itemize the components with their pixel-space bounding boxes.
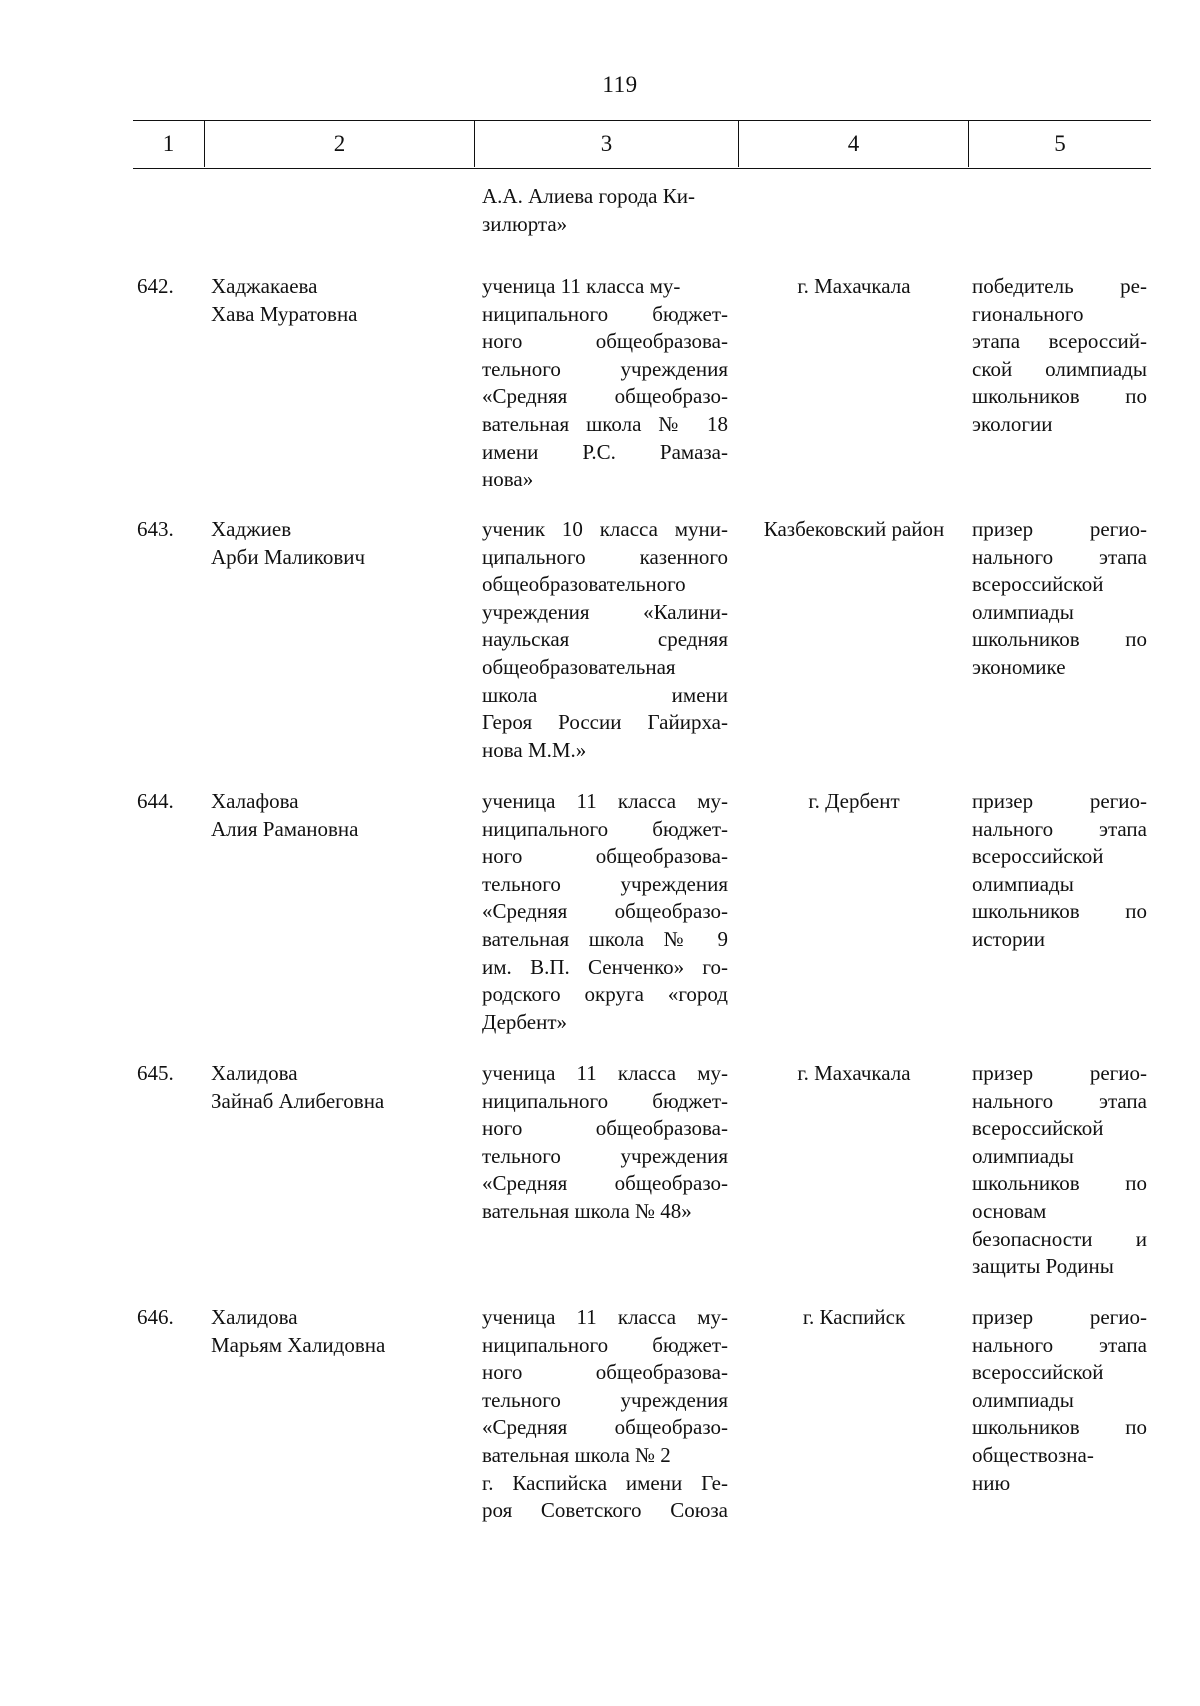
name-line: Халидова xyxy=(211,1061,298,1085)
person-name xyxy=(211,788,466,843)
school-line: вательная школа № 2 xyxy=(482,1442,671,1467)
city-cell: г. Каспийск xyxy=(802,1305,906,1329)
school-line: ученица 11 класса му- xyxy=(482,274,681,298)
result-line: олимпиады xyxy=(972,871,1074,896)
row-number: 642. xyxy=(137,274,174,298)
school-line: ниципального бюджет- xyxy=(482,301,728,326)
result-line: всероссийской xyxy=(972,1360,1104,1385)
school-cell xyxy=(482,1060,728,1226)
school-cell xyxy=(482,183,728,238)
result-line: школьников по xyxy=(972,1415,1147,1440)
result-cell xyxy=(972,1060,1147,1281)
result-line: всероссийской xyxy=(972,1116,1104,1141)
result-line: олимпиады xyxy=(972,1387,1074,1412)
school-line: ученица 11 класса му- xyxy=(482,1061,728,1085)
school-line: тельного учреждения xyxy=(482,871,728,896)
school-line: общеобразовательного xyxy=(482,572,686,597)
result-line: нального этапа xyxy=(972,544,1147,569)
result-line: безопасности и xyxy=(972,1226,1147,1251)
city-cell: Казбековский район xyxy=(763,517,945,541)
name-line: Хава Муратовна xyxy=(211,301,358,326)
column-header-3: 3 xyxy=(475,121,739,167)
person-name xyxy=(211,273,466,328)
result-cell xyxy=(972,516,1147,682)
school-line: Героя России Гайирха- xyxy=(482,710,728,735)
city-cell: г. Махачкала xyxy=(797,1061,911,1085)
school-line: учреждения «Калини- xyxy=(482,599,728,624)
school-line: ниципального бюджет- xyxy=(482,1332,728,1357)
result-line: победитель ре- xyxy=(972,274,1147,298)
result-line: всероссийской xyxy=(972,844,1104,869)
column-header-2: 2 xyxy=(205,121,475,167)
school-line: ученик 10 класса муни- xyxy=(482,517,728,541)
result-line: призер регио- xyxy=(972,1305,1147,1329)
table-header xyxy=(133,120,1151,169)
result-line: истории xyxy=(972,926,1045,951)
person-name xyxy=(211,1060,466,1115)
result-line: защиты Родины xyxy=(972,1254,1114,1279)
column-header-5: 5 xyxy=(1054,131,1066,156)
result-cell xyxy=(972,273,1147,439)
row-number: 644. xyxy=(137,789,174,813)
column-header-1: 1 xyxy=(133,121,205,167)
school-line: нова М.М.» xyxy=(482,737,587,762)
school-line: г. Каспийска имени Ге- xyxy=(482,1470,728,1495)
school-line: вательная школа № 18 xyxy=(482,411,728,436)
school-line: ципального казенного xyxy=(482,544,728,569)
result-line: олимпиады xyxy=(972,599,1074,624)
school-cell xyxy=(482,273,728,494)
result-line: ской олимпиады xyxy=(972,356,1147,381)
school-line: «Средняя общеобразо- xyxy=(482,1415,728,1440)
school-line: Дербент» xyxy=(482,1009,568,1034)
school-line: ного общеобразова- xyxy=(482,329,728,354)
school-line: А.А. Алиева города Ки- xyxy=(482,184,695,208)
school-line: ного общеобразова- xyxy=(482,1116,728,1141)
school-line: родского округа «город xyxy=(482,982,728,1007)
school-line: роя Советского Союза xyxy=(482,1498,728,1523)
result-line: экологии xyxy=(972,411,1053,436)
school-line: «Средняя общеобразо- xyxy=(482,384,728,409)
school-line: ученица 11 класса му- xyxy=(482,1305,728,1329)
name-line: Алия Рамановна xyxy=(211,816,359,841)
result-line: школьников по xyxy=(972,627,1147,652)
name-line: Хаджиев xyxy=(211,517,292,541)
result-line: обществозна- xyxy=(972,1442,1094,1467)
name-line: Хаджакаева xyxy=(211,274,318,298)
name-line: Зайнаб Алибеговна xyxy=(211,1088,385,1113)
result-line: призер регио- xyxy=(972,1061,1147,1085)
school-line: ученица 11 класса му- xyxy=(482,789,728,813)
result-line: основам xyxy=(972,1198,1047,1223)
school-line: им. В.П. Сенченко» го- xyxy=(482,954,728,979)
result-line: нию xyxy=(972,1470,1011,1495)
school-cell xyxy=(482,516,728,764)
school-line: ниципального бюджет- xyxy=(482,1088,728,1113)
person-name xyxy=(211,516,466,571)
result-line: призер регио- xyxy=(972,789,1147,813)
name-line: Арби Маликович xyxy=(211,544,366,569)
result-line: школьников по xyxy=(972,1171,1147,1196)
name-line: Халафова xyxy=(211,789,299,813)
city-cell: г. Дербент xyxy=(808,789,900,813)
result-line: нального этапа xyxy=(972,1332,1147,1357)
person-name xyxy=(211,1304,466,1359)
result-line: школьников по xyxy=(972,899,1147,924)
school-line: ного общеобразова- xyxy=(482,844,728,869)
school-line: нова» xyxy=(482,467,534,492)
result-line: экономике xyxy=(972,654,1066,679)
school-line: школа имени xyxy=(482,682,728,707)
school-line: общеобразовательная xyxy=(482,654,676,679)
school-line: тельного учреждения xyxy=(482,1143,728,1168)
school-line: зилюрта» xyxy=(482,211,568,236)
result-line: призер регио- xyxy=(972,517,1147,541)
page-number: 119 xyxy=(602,72,638,97)
row-number: 646. xyxy=(137,1305,174,1329)
column-header-4: 4 xyxy=(739,121,969,167)
school-cell xyxy=(482,788,728,1036)
school-line: наульская средняя xyxy=(482,627,728,652)
row-number: 645. xyxy=(137,1061,174,1085)
school-line: имени Р.С. Рамаза- xyxy=(482,439,728,464)
name-line: Марьям Халидовна xyxy=(211,1332,386,1357)
school-line: вательная школа № 48» xyxy=(482,1198,692,1223)
school-line: тельного учреждения xyxy=(482,1387,728,1412)
result-cell xyxy=(972,1304,1147,1497)
result-cell xyxy=(972,788,1147,954)
result-line: всероссийской xyxy=(972,572,1104,597)
school-line: ного общеобразова- xyxy=(482,1360,728,1385)
result-line: нального этапа xyxy=(972,816,1147,841)
result-line: школьников по xyxy=(972,384,1147,409)
result-line: этапа всероссий- xyxy=(972,329,1147,354)
school-line: вательная школа № 9 xyxy=(482,926,728,951)
result-line: нального этапа xyxy=(972,1088,1147,1113)
school-line: тельного учреждения xyxy=(482,356,728,381)
school-line: ниципального бюджет- xyxy=(482,816,728,841)
name-line: Халидова xyxy=(211,1305,298,1329)
row-number: 643. xyxy=(137,517,174,541)
school-line: «Средняя общеобразо- xyxy=(482,899,728,924)
result-line: гионального xyxy=(972,301,1084,326)
city-cell: г. Махачкала xyxy=(797,274,911,298)
school-cell xyxy=(482,1304,728,1525)
result-line: олимпиады xyxy=(972,1143,1074,1168)
school-line: «Средняя общеобразо- xyxy=(482,1171,728,1196)
